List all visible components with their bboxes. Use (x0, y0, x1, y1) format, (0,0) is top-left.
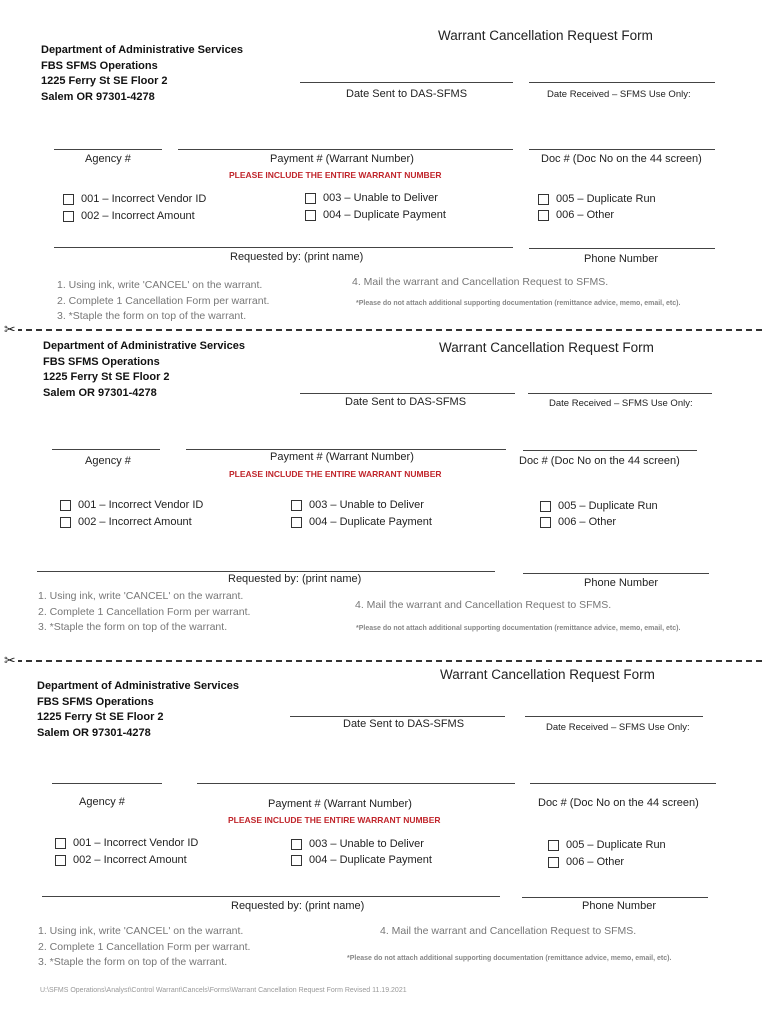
address-line: 1225 Ferry St SE Floor 2 (41, 75, 168, 87)
form-title: Warrant Cancellation Request Form (440, 667, 655, 682)
reason-006-checkbox[interactable]: 006 – Other (540, 516, 616, 528)
address-line: FBS SFMS Operations (43, 355, 160, 368)
instructions-list (57, 278, 269, 325)
instruction-item: 1. Using ink, write 'CANCEL' on the warrant. (57, 279, 263, 291)
reason-005-checkbox[interactable]: 005 – Duplicate Run (548, 839, 666, 851)
agency-label: Agency # (85, 455, 131, 467)
reason-002-checkbox[interactable]: 002 – Incorrect Amount (63, 210, 195, 222)
agency-field[interactable] (54, 149, 162, 150)
checkbox-icon[interactable] (63, 211, 74, 222)
payment-note: PLEASE INCLUDE THE ENTIRE WARRANT NUMBER (229, 170, 442, 180)
file-path-footer: U:\SFMS Operations\Analyst\Control Warrant\Cancels\Forms\Warrant Cancellation Request Form Revised 11.19.2021 (40, 987, 407, 994)
address-line: Salem OR 97301-4278 (43, 386, 157, 399)
instruction-item: 1. Using ink, write 'CANCEL' on the warrant. (38, 590, 244, 602)
payment-field[interactable] (186, 449, 506, 450)
address-line: Salem OR 97301-4278 (41, 90, 155, 103)
requested-by-label: Requested by: (print name) (230, 251, 364, 263)
phone-label: Phone Number (584, 577, 658, 589)
instruction-item: 3. *Staple the form on top of the warrant. (38, 621, 228, 633)
reason-002-checkbox[interactable]: 002 – Incorrect Amount (60, 516, 192, 528)
address-line: Department of Administrative Services (41, 44, 243, 56)
instruction-item: 1. Using ink, write 'CANCEL' on the warrant. (38, 925, 244, 937)
instructions-list (38, 924, 250, 971)
payment-note: PLEASE INCLUDE THE ENTIRE WARRANT NUMBER (228, 815, 441, 825)
doc-label: Doc # (Doc No on the 44 screen) (519, 455, 680, 467)
date-received-label: Date Received – SFMS Use Only: (547, 89, 691, 100)
instruction-item: 2. Complete 1 Cancellation Form per warrant. (38, 605, 251, 618)
instruction-item: 3. *Staple the form on top of the warrant. (38, 956, 228, 968)
reason-006-checkbox[interactable]: 006 – Other (548, 856, 624, 868)
agency-field[interactable] (52, 449, 160, 450)
cut-line (6, 329, 762, 331)
date-sent-field[interactable] (300, 393, 515, 394)
checkbox-icon[interactable] (60, 500, 71, 511)
attach-note: *Please do not attach additional supporting documentation (remittance advice, memo, email, etc). (356, 625, 681, 632)
doc-label: Doc # (Doc No on the 44 screen) (541, 153, 702, 165)
checkbox-icon[interactable] (305, 193, 316, 204)
address-line: Department of Administrative Services (43, 340, 245, 352)
phone-label: Phone Number (582, 900, 656, 912)
reason-003-checkbox[interactable]: 003 – Unable to Deliver (291, 499, 424, 511)
cut-line (6, 660, 762, 662)
reason-003-checkbox[interactable]: 003 – Unable to Deliver (305, 192, 438, 204)
agency-label: Agency # (79, 796, 125, 808)
mail-instruction: 4. Mail the warrant and Cancellation Request to SFMS. (380, 925, 637, 937)
address-block (43, 339, 245, 401)
payment-label: Payment # (Warrant Number) (268, 798, 412, 810)
requested-by-field[interactable] (54, 247, 513, 248)
address-line: FBS SFMS Operations (41, 59, 158, 72)
address-line: Department of Administrative Services (37, 680, 239, 692)
reason-001-checkbox[interactable]: 001 – Incorrect Vendor ID (63, 193, 206, 205)
reason-005-checkbox[interactable]: 005 – Duplicate Run (540, 500, 658, 512)
instruction-item: 3. *Staple the form on top of the warrant. (57, 310, 247, 322)
date-received-field[interactable] (525, 716, 703, 717)
phone-field[interactable] (523, 573, 709, 574)
address-line: FBS SFMS Operations (37, 695, 154, 708)
reason-001-checkbox[interactable]: 001 – Incorrect Vendor ID (60, 499, 203, 511)
address-block (41, 43, 243, 105)
address-line: Salem OR 97301-4278 (37, 726, 151, 739)
attach-note: *Please do not attach additional supporting documentation (remittance advice, memo, email, etc). (356, 300, 681, 307)
checkbox-icon[interactable] (548, 857, 559, 868)
date-sent-label: Date Sent to DAS-SFMS (345, 396, 467, 408)
reason-006-checkbox[interactable]: 006 – Other (538, 209, 614, 221)
checkbox-icon[interactable] (291, 839, 302, 850)
reason-002-checkbox[interactable]: 002 – Incorrect Amount (55, 854, 187, 866)
form-title: Warrant Cancellation Request Form (438, 28, 653, 43)
checkbox-icon[interactable] (55, 838, 66, 849)
payment-label: Payment # (Warrant Number) (270, 451, 414, 463)
agency-field[interactable] (52, 783, 162, 784)
date-sent-label: Date Sent to DAS-SFMS (346, 88, 468, 100)
payment-note: PLEASE INCLUDE THE ENTIRE WARRANT NUMBER (229, 469, 442, 479)
attach-note: *Please do not attach additional supporting documentation (remittance advice, memo, email, etc). (347, 955, 672, 962)
date-sent-field[interactable] (290, 716, 505, 717)
scissors-icon: ✂ (4, 652, 16, 668)
checkbox-icon[interactable] (305, 210, 316, 221)
form-title: Warrant Cancellation Request Form (439, 340, 654, 355)
requested-by-field[interactable] (42, 896, 500, 897)
date-received-field[interactable] (529, 82, 715, 83)
date-sent-label: Date Sent to DAS-SFMS (343, 718, 465, 730)
reason-005-checkbox[interactable]: 005 – Duplicate Run (538, 193, 656, 205)
date-received-label: Date Received – SFMS Use Only: (546, 722, 690, 733)
payment-field[interactable] (178, 149, 513, 150)
requested-by-label: Requested by: (print name) (231, 900, 365, 912)
doc-field[interactable] (530, 783, 716, 784)
date-received-field[interactable] (528, 393, 712, 394)
instruction-item: 2. Complete 1 Cancellation Form per warrant. (38, 940, 251, 953)
doc-field[interactable] (529, 149, 715, 150)
checkbox-icon[interactable] (291, 855, 302, 866)
reason-003-checkbox[interactable]: 003 – Unable to Deliver (291, 838, 424, 850)
date-received-label: Date Received – SFMS Use Only: (549, 398, 693, 409)
address-line: 1225 Ferry St SE Floor 2 (43, 371, 170, 383)
instruction-item: 2. Complete 1 Cancellation Form per warrant. (57, 294, 270, 307)
requested-by-label: Requested by: (print name) (228, 573, 362, 585)
doc-field[interactable] (523, 450, 697, 451)
address-line: 1225 Ferry St SE Floor 2 (37, 711, 164, 723)
checkbox-icon[interactable] (55, 855, 66, 866)
checkbox-icon[interactable] (540, 501, 551, 512)
phone-field[interactable] (522, 897, 708, 898)
instructions-list (38, 589, 250, 636)
checkbox-icon[interactable] (540, 517, 551, 528)
payment-field[interactable] (197, 783, 515, 784)
mail-instruction: 4. Mail the warrant and Cancellation Request to SFMS. (352, 276, 609, 288)
checkbox-icon[interactable] (548, 840, 559, 851)
reason-004-checkbox[interactable]: 004 – Duplicate Payment (305, 209, 446, 221)
checkbox-icon[interactable] (538, 194, 549, 205)
requested-by-field[interactable] (37, 571, 495, 572)
checkbox-icon[interactable] (291, 500, 302, 511)
agency-label: Agency # (85, 153, 131, 165)
reason-001-checkbox[interactable]: 001 – Incorrect Vendor ID (55, 837, 198, 849)
scissors-icon: ✂ (4, 321, 16, 337)
doc-label: Doc # (Doc No on the 44 screen) (538, 797, 699, 809)
address-block (37, 679, 239, 741)
reason-004-checkbox[interactable]: 004 – Duplicate Payment (291, 516, 432, 528)
phone-field[interactable] (529, 248, 715, 249)
mail-instruction: 4. Mail the warrant and Cancellation Request to SFMS. (355, 599, 612, 611)
phone-label: Phone Number (584, 253, 658, 265)
reason-004-checkbox[interactable]: 004 – Duplicate Payment (291, 854, 432, 866)
checkbox-icon[interactable] (291, 517, 302, 528)
payment-label: Payment # (Warrant Number) (270, 153, 414, 165)
checkbox-icon[interactable] (63, 194, 74, 205)
checkbox-icon[interactable] (60, 517, 71, 528)
checkbox-icon[interactable] (538, 210, 549, 221)
date-sent-field[interactable] (300, 82, 513, 83)
